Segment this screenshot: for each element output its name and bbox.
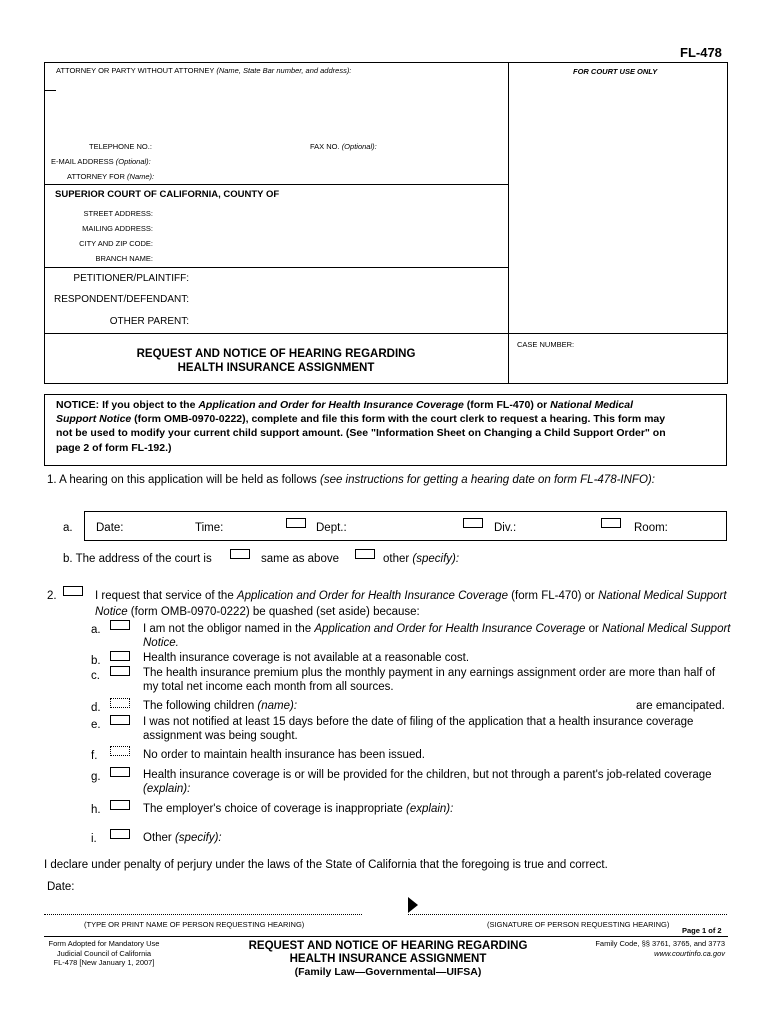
signature-arrow-icon <box>408 897 418 913</box>
telephone-label: TELEPHONE NO.: <box>89 142 152 151</box>
item2c-label: c. <box>91 670 100 682</box>
item2g-text: Health insurance coverage is or will be provided for the children, but not through a parent's job-related coverage (explain): <box>143 769 712 795</box>
item2a-label: a. <box>91 624 101 636</box>
declaration: I declare under penalty of perjury under the laws of the State of California that the foregoing is true and correct. <box>44 859 608 871</box>
court-title: SUPERIOR COURT OF CALIFORNIA, COUNTY OF <box>55 189 280 200</box>
item2g-checkbox[interactable] <box>110 767 130 777</box>
hearing-room-label: Room: <box>634 522 668 534</box>
attorney-for-label: ATTORNEY FOR (Name): <box>67 172 155 181</box>
petitioner-label: PETITIONER/PLAINTIFF: <box>73 273 189 284</box>
form-title: REQUEST AND NOTICE OF HEARING REGARDING HEALTH INSURANCE ASSIGNMENT <box>136 348 416 374</box>
item2b-label: b. <box>91 655 101 667</box>
same-as-above-checkbox[interactable] <box>230 549 250 559</box>
item2h-text: The employer's choice of coverage is inappropriate (explain): <box>143 803 454 815</box>
fax-label: FAX NO. (Optional): <box>310 142 377 151</box>
respondent-label: RESPONDENT/DEFENDANT: <box>53 294 189 305</box>
item1-b-label: b. The address of the court is <box>63 553 212 565</box>
item2b-text: Health insurance coverage is not available at a reasonable cost. <box>143 652 470 664</box>
item2d-label: d. <box>91 702 101 714</box>
item2c-text: The health insurance premium plus the monthly payment in any earnings assignment order are more than half of my total net income each month from all sources. <box>143 667 716 693</box>
item2h-label: h. <box>91 804 101 816</box>
item2h-checkbox[interactable] <box>110 800 130 810</box>
item2i-checkbox[interactable] <box>110 829 130 839</box>
city-label: CITY AND ZIP CODE: <box>79 239 153 248</box>
case-number-label: CASE NUMBER: <box>517 340 575 349</box>
item2a-text: I am not the obligor named in the Application and Order for Health Insurance Coverage or National Medical Support Notice. <box>143 623 731 649</box>
name-label: (TYPE OR PRINT NAME OF PERSON REQUESTING HEARING) <box>84 920 305 929</box>
hearing-div-label: Div.: <box>494 522 517 534</box>
item2-checkbox[interactable] <box>63 586 83 596</box>
email-label: E-MAIL ADDRESS (Optional): <box>51 157 151 166</box>
item2i-label: i. <box>91 833 97 845</box>
same-as-above-label: same as above <box>261 553 339 565</box>
notice-text: NOTICE: If you object to the Application and Order for Health Insurance Coverage (form FL-470) or National Medical Support Notice (form OMB-0970-0222), complete and file this form with the court clerk to request a hearing. This form may not be used to modify your current child support amount. (See "Information Sheet on Changing a Child Support Order" on page 2 of form FL-192.) <box>56 399 666 454</box>
hearing-dept-label: Dept.: <box>316 522 347 534</box>
item2g-label: g. <box>91 771 101 783</box>
mailing-label: MAILING ADDRESS: <box>82 224 153 233</box>
div-checkbox[interactable] <box>463 518 483 528</box>
item2f-checkbox[interactable] <box>110 746 130 756</box>
item2f-text: No order to maintain health insurance has been issued. <box>143 749 425 761</box>
item2d-text: The following children (name): <box>143 700 298 712</box>
item2d-end: are emancipated. <box>636 700 725 712</box>
item2d-checkbox[interactable] <box>110 698 130 708</box>
item1-text: 1. A hearing on this application will be held as follows (see instructions for getting a hearing date on form FL-478-INFO): <box>47 474 655 486</box>
hearing-table <box>84 511 727 541</box>
footer-left: Form Adopted for Mandatory Use Judicial Council of California FL-478 [New January 1, 2007] <box>48 939 160 967</box>
page-number: Page 1 of 2 <box>682 926 722 935</box>
court-use-label: FOR COURT USE ONLY <box>573 67 658 76</box>
other-parent-label: OTHER PARENT: <box>109 316 189 327</box>
street-label: STREET ADDRESS: <box>83 209 153 218</box>
item2-text: I request that service of the Application and Order for Health Insurance Coverage (form FL-470) or National Medical Support Notice (form OMB-0970-0222) be quashed (set aside) because: <box>95 590 727 618</box>
item2a-checkbox[interactable] <box>110 620 130 630</box>
dept-checkbox[interactable] <box>286 518 306 528</box>
item2e-label: e. <box>91 719 101 731</box>
item2c-checkbox[interactable] <box>110 666 130 676</box>
item2e-text: I was not notified at least 15 days before the date of filing of the application that a health insurance coverage assignment was being sought. <box>143 716 694 742</box>
hearing-date-label: Date: <box>96 522 124 534</box>
attorney-label: ATTORNEY OR PARTY WITHOUT ATTORNEY (Name, State Bar number, and address): <box>56 66 352 75</box>
hearing-time-label: Time: <box>195 522 224 534</box>
room-checkbox[interactable] <box>601 518 621 528</box>
footer-right: Family Code, §§ 3761, 3765, and 3773 www.courtinfo.ca.gov <box>595 939 725 958</box>
item2f-label: f. <box>91 750 98 762</box>
form-id: FL-478 <box>680 45 722 60</box>
signature-label: (SIGNATURE OF PERSON REQUESTING HEARING) <box>487 920 670 929</box>
item2i-text: Other (specify): <box>143 832 222 844</box>
item2b-checkbox[interactable] <box>110 651 130 661</box>
other-address-checkbox[interactable] <box>355 549 375 559</box>
item2-number: 2. <box>47 590 57 602</box>
date-label: Date: <box>47 881 75 893</box>
item2e-checkbox[interactable] <box>110 715 130 725</box>
other-address-label: other (specify): <box>383 553 460 565</box>
item1-a-label: a. <box>63 522 73 534</box>
footer-title: REQUEST AND NOTICE OF HEARING REGARDING HEALTH INSURANCE ASSIGNMENT (Family Law—Governmental—UIFSA) <box>248 940 528 978</box>
branch-label: BRANCH NAME: <box>95 254 153 263</box>
